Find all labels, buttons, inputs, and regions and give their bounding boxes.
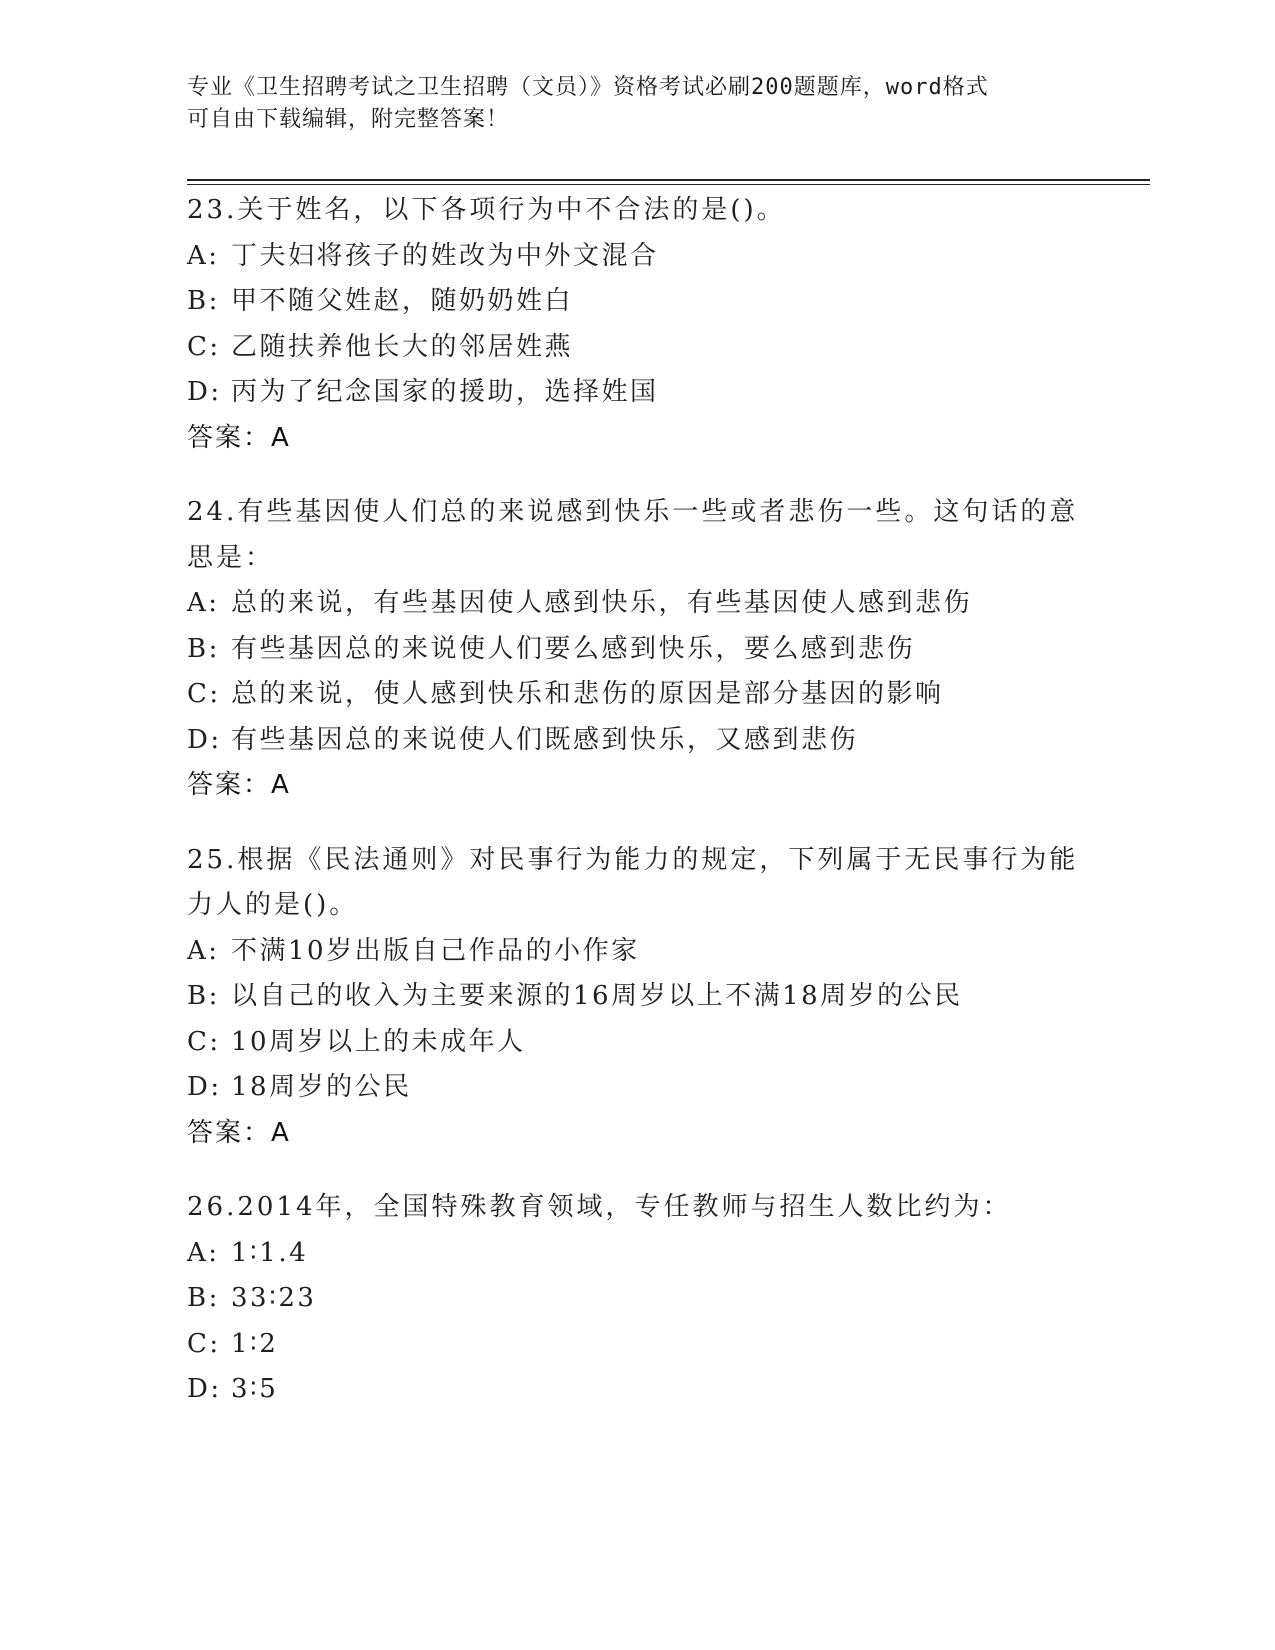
option-label: C: (187, 679, 221, 709)
question-block (187, 1185, 1107, 1413)
option-row (187, 672, 1107, 718)
option-text: 18周岁的公民 (231, 1072, 412, 1102)
option-row (187, 627, 1107, 673)
question-stem: 24.有些基因使人们总的来说感到快乐一些或者悲伤一些。这句话的意 (187, 497, 1079, 527)
option-row (187, 234, 1107, 280)
option-row (187, 718, 1107, 764)
option-text: 丁夫妇将孩子的姓改为中外文混合 (231, 240, 659, 271)
option-row (187, 1231, 1107, 1277)
header-divider-thick (187, 179, 1150, 181)
option-text: 以自己的收入为主要来源的16周岁以上不满18周岁的公民 (231, 981, 963, 1011)
option-row (187, 279, 1107, 325)
header-line-1: 专业《卫生招聘考试之卫生招聘（文员）》资格考试必刷200题题库，word格式 (187, 75, 989, 100)
question-block (187, 490, 1107, 809)
answer-line: 答案：A (187, 1117, 291, 1148)
question-list (187, 188, 1107, 1442)
option-text: 33∶23 (231, 1283, 317, 1313)
option-label: A: (187, 1237, 220, 1268)
option-label: B: (187, 633, 220, 664)
question-block (187, 188, 1107, 461)
option-label: C: (187, 1328, 221, 1359)
option-row (187, 1322, 1107, 1368)
question-stem: 26.2014年，全国特殊教育领域，专任教师与招生人数比约为： (187, 1192, 1012, 1222)
option-label: D: (187, 377, 222, 407)
option-text: 有些基因总的来说使人们要么感到快乐，要么感到悲伤 (231, 633, 916, 664)
option-row (187, 581, 1107, 627)
option-label: A: (187, 935, 220, 966)
question-stem-continued: 思是： (187, 542, 275, 573)
option-text: 不满10岁出版自己作品的小作家 (231, 935, 640, 966)
header-line-2: 可自由下载编辑，附完整答案！ (187, 107, 510, 132)
option-label: B: (187, 286, 220, 316)
option-text: 甲不随父姓赵，随奶奶姓白 (231, 286, 574, 316)
option-label: B: (187, 1283, 220, 1313)
option-row (187, 1020, 1107, 1066)
option-row (187, 974, 1107, 1020)
option-row (187, 929, 1107, 975)
document-header (187, 72, 1087, 136)
question-stem: 25.根据《民法通则》对民事行为能力的规定，下列属于无民事行为能 (187, 844, 1079, 875)
option-label: A: (187, 240, 220, 271)
option-row (187, 1276, 1107, 1322)
option-row (187, 1367, 1107, 1413)
option-text: 1∶2 (231, 1328, 279, 1359)
option-label: D: (187, 1374, 222, 1404)
option-text: 1∶1.4 (231, 1237, 309, 1268)
option-text: 10周岁以上的未成年人 (231, 1026, 526, 1057)
option-text: 总的来说，有些基因使人感到快乐，有些基因使人感到悲伤 (231, 588, 973, 618)
option-label: A: (187, 588, 220, 618)
option-row (187, 325, 1107, 371)
header-divider-thin (187, 184, 1150, 185)
option-text: 乙随扶养他长大的邻居姓燕 (231, 331, 574, 362)
option-label: B: (187, 981, 220, 1011)
option-text: 总的来说，使人感到快乐和悲伤的原因是部分基因的影响 (231, 679, 944, 709)
option-label: C: (187, 1026, 221, 1057)
option-label: C: (187, 331, 221, 362)
option-row (187, 370, 1107, 416)
option-text: 有些基因总的来说使人们既感到快乐，又感到悲伤 (231, 724, 859, 755)
answer-line: 答案：A (187, 770, 291, 800)
question-stem-continued: 力人的是()。 (187, 890, 359, 920)
option-row (187, 1065, 1107, 1111)
question-stem: 23.关于姓名，以下各项行为中不合法的是()。 (187, 195, 786, 225)
option-label: D: (187, 724, 222, 755)
option-label: D: (187, 1072, 222, 1102)
answer-line: 答案：A (187, 422, 291, 453)
option-text: 3∶5 (231, 1374, 279, 1404)
question-block (187, 838, 1107, 1157)
option-text: 丙为了纪念国家的援助，选择姓国 (231, 377, 659, 407)
